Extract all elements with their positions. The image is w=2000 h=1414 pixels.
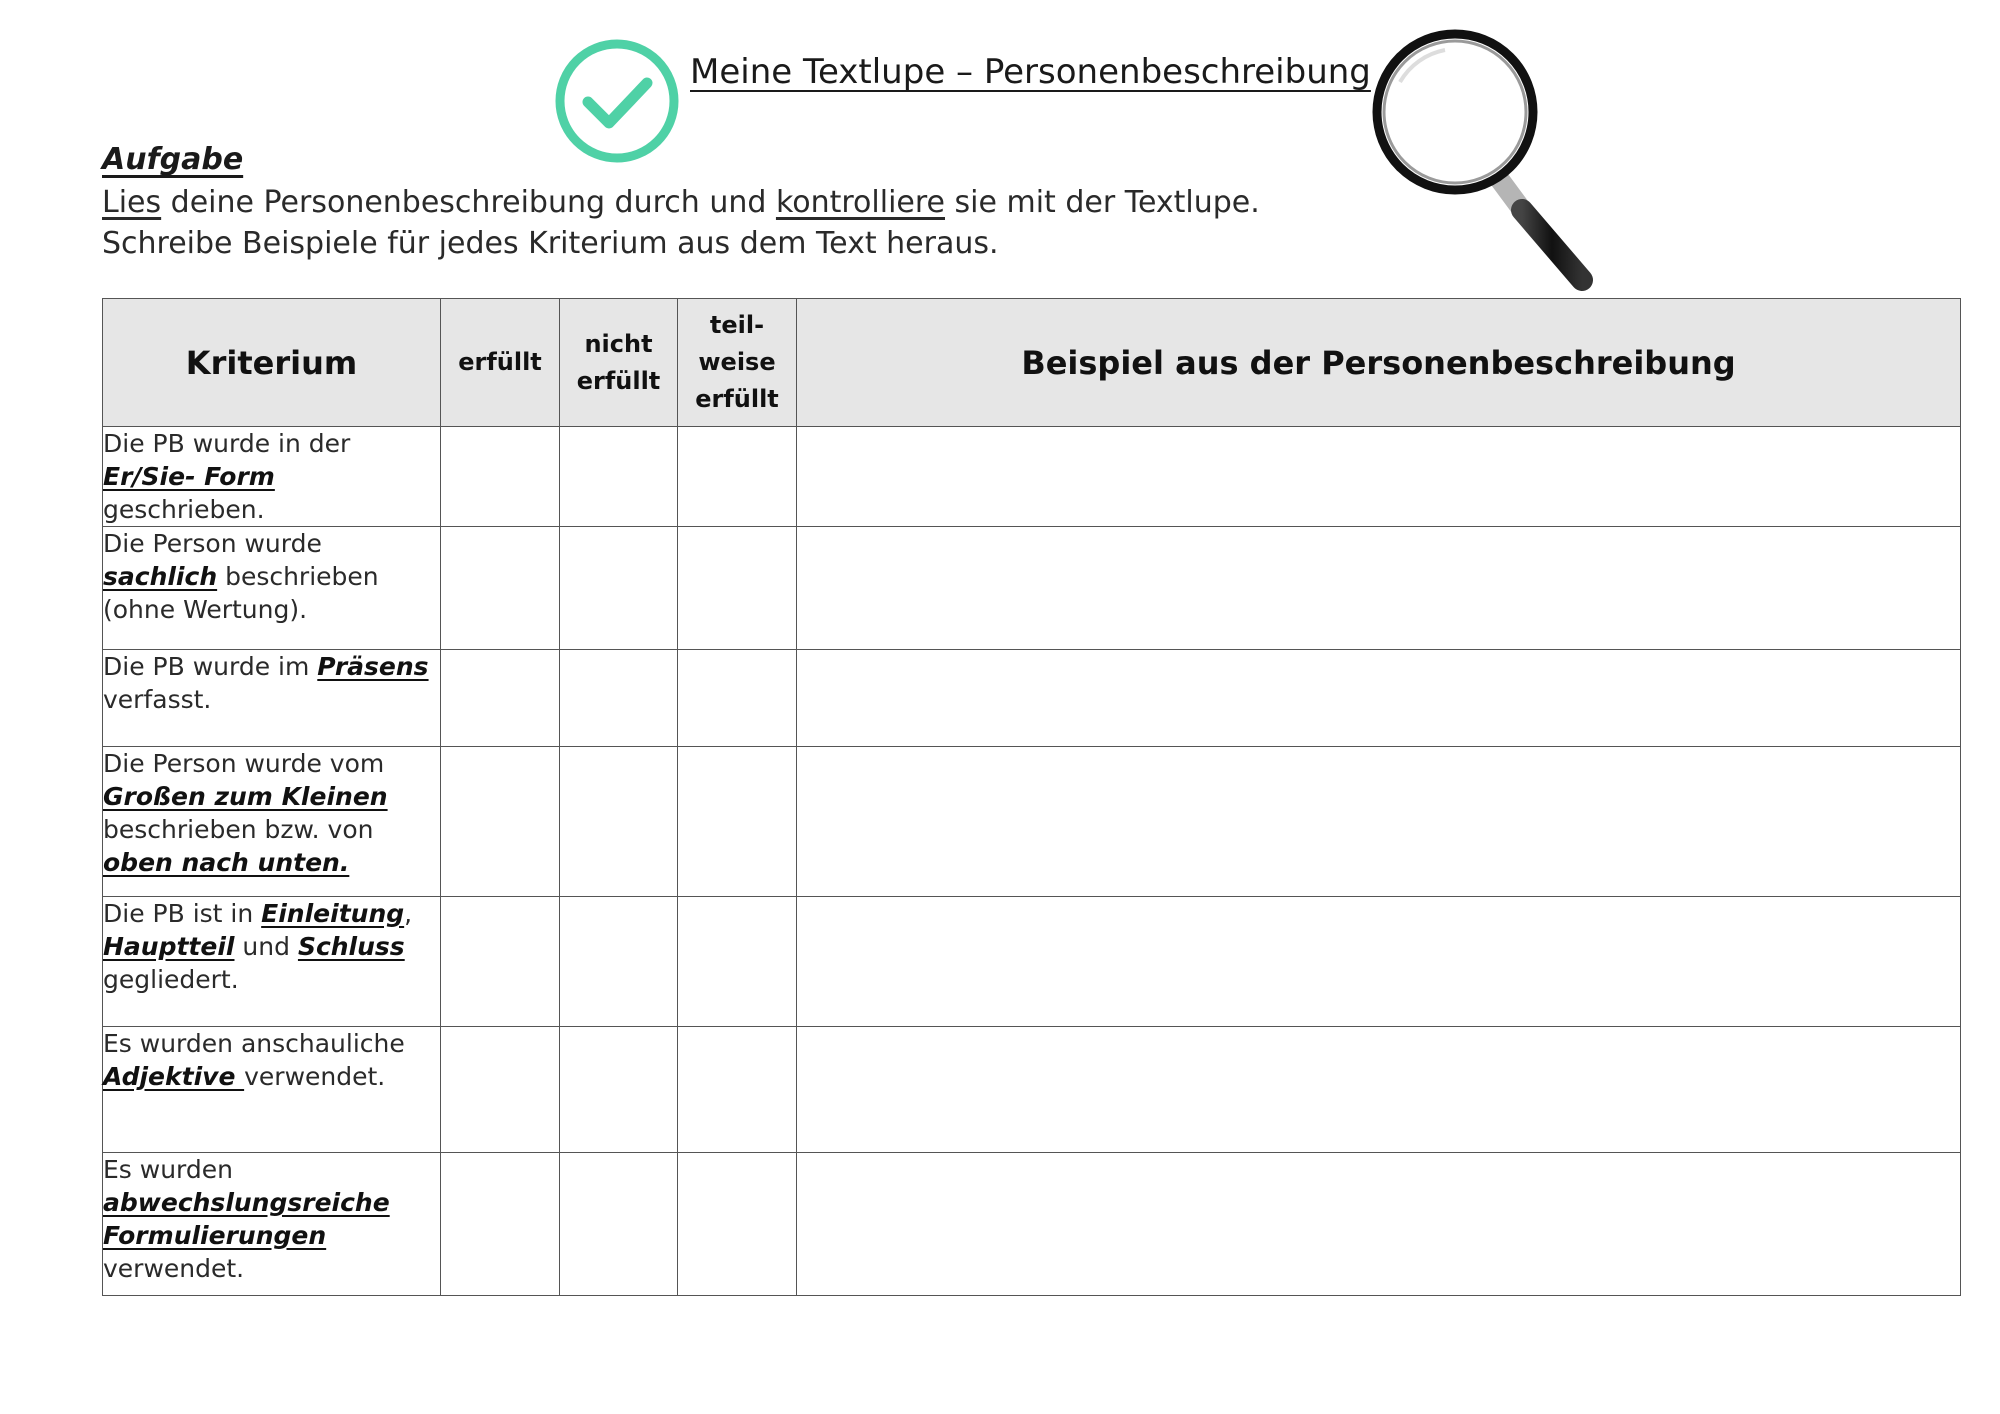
nicht-erfuellt-cell[interactable] [560,747,678,897]
beispiel-cell[interactable] [797,527,1961,650]
beispiel-cell[interactable] [797,1027,1961,1153]
teilweise-cell[interactable] [678,427,797,527]
erfuellt-cell[interactable] [441,527,560,650]
instruction-text: sie mit der Textlupe. [945,185,1260,220]
nicht-erfuellt-cell[interactable] [560,650,678,747]
criterion-cell: Es wurden anschauliche Adjektive verwendet. [103,1027,441,1153]
criterion-cell: Die Person wurde sachlich beschrieben (ohne Wertung). [103,527,441,650]
criteria-table [102,298,1961,1296]
task-instruction-2: Schreibe Beispiele für jedes Kriterium aus dem Text heraus. [102,226,999,261]
erfuellt-cell[interactable] [441,1027,560,1153]
erfuellt-cell[interactable] [441,650,560,747]
table-row [103,427,1961,527]
criterion-cell: Die Person wurde vom Großen zum Kleinen beschrieben bzw. von oben nach unten. [103,747,441,897]
beispiel-cell[interactable] [797,747,1961,897]
instruction-keyword-lies: Lies [102,185,162,220]
task-instruction-1 [102,185,1260,220]
nicht-erfuellt-cell[interactable] [560,1027,678,1153]
teilweise-cell[interactable] [678,527,797,650]
header-beispiel: Beispiel aus der Personenbeschreibung [797,299,1961,427]
nicht-erfuellt-cell[interactable] [560,427,678,527]
table-row [103,650,1961,747]
magnifier-icon [1360,22,1600,292]
task-heading: Aufgabe [102,142,244,177]
teilweise-cell[interactable] [678,1153,797,1296]
instruction-text: deine Personenbeschreibung durch und [161,185,776,220]
erfuellt-cell[interactable] [441,897,560,1027]
nicht-erfuellt-cell[interactable] [560,527,678,650]
header-kriterium: Kriterium [103,299,441,427]
header-erfuellt: erfüllt [441,299,560,427]
erfuellt-cell[interactable] [441,747,560,897]
instruction-keyword-kontrolliere: kontrolliere [775,185,945,220]
header-nicht-erfuellt: nicht erfüllt [560,299,678,427]
teilweise-cell[interactable] [678,897,797,1027]
nicht-erfuellt-cell[interactable] [560,1153,678,1296]
header-teilweise-erfuellt: teil- weise erfüllt [678,299,797,427]
table-row [103,1027,1961,1153]
beispiel-cell[interactable] [797,427,1961,527]
table-row [103,1153,1961,1296]
criterion-cell: Die PB wurde im Präsens verfasst. [103,650,441,747]
beispiel-cell[interactable] [797,650,1961,747]
beispiel-cell[interactable] [797,897,1961,1027]
teilweise-cell[interactable] [678,650,797,747]
criterion-cell: Die PB ist in Einleitung, Hauptteil und Schluss gegliedert. [103,897,441,1027]
criterion-cell: Die PB wurde in der Er/Sie- Form geschrieben. [103,427,441,527]
check-circle-icon [552,36,682,166]
teilweise-cell[interactable] [678,1027,797,1153]
teilweise-cell[interactable] [678,747,797,897]
erfuellt-cell[interactable] [441,1153,560,1296]
table-row [103,747,1961,897]
table-header-row [103,299,1961,427]
table-row [103,527,1961,650]
erfuellt-cell[interactable] [441,427,560,527]
beispiel-cell[interactable] [797,1153,1961,1296]
table-row [103,897,1961,1027]
page-title: Meine Textlupe – Personenbeschreibung [690,52,1371,92]
criterion-cell: Es wurden abwechslungsreiche Formulierungen verwendet. [103,1153,441,1296]
nicht-erfuellt-cell[interactable] [560,897,678,1027]
